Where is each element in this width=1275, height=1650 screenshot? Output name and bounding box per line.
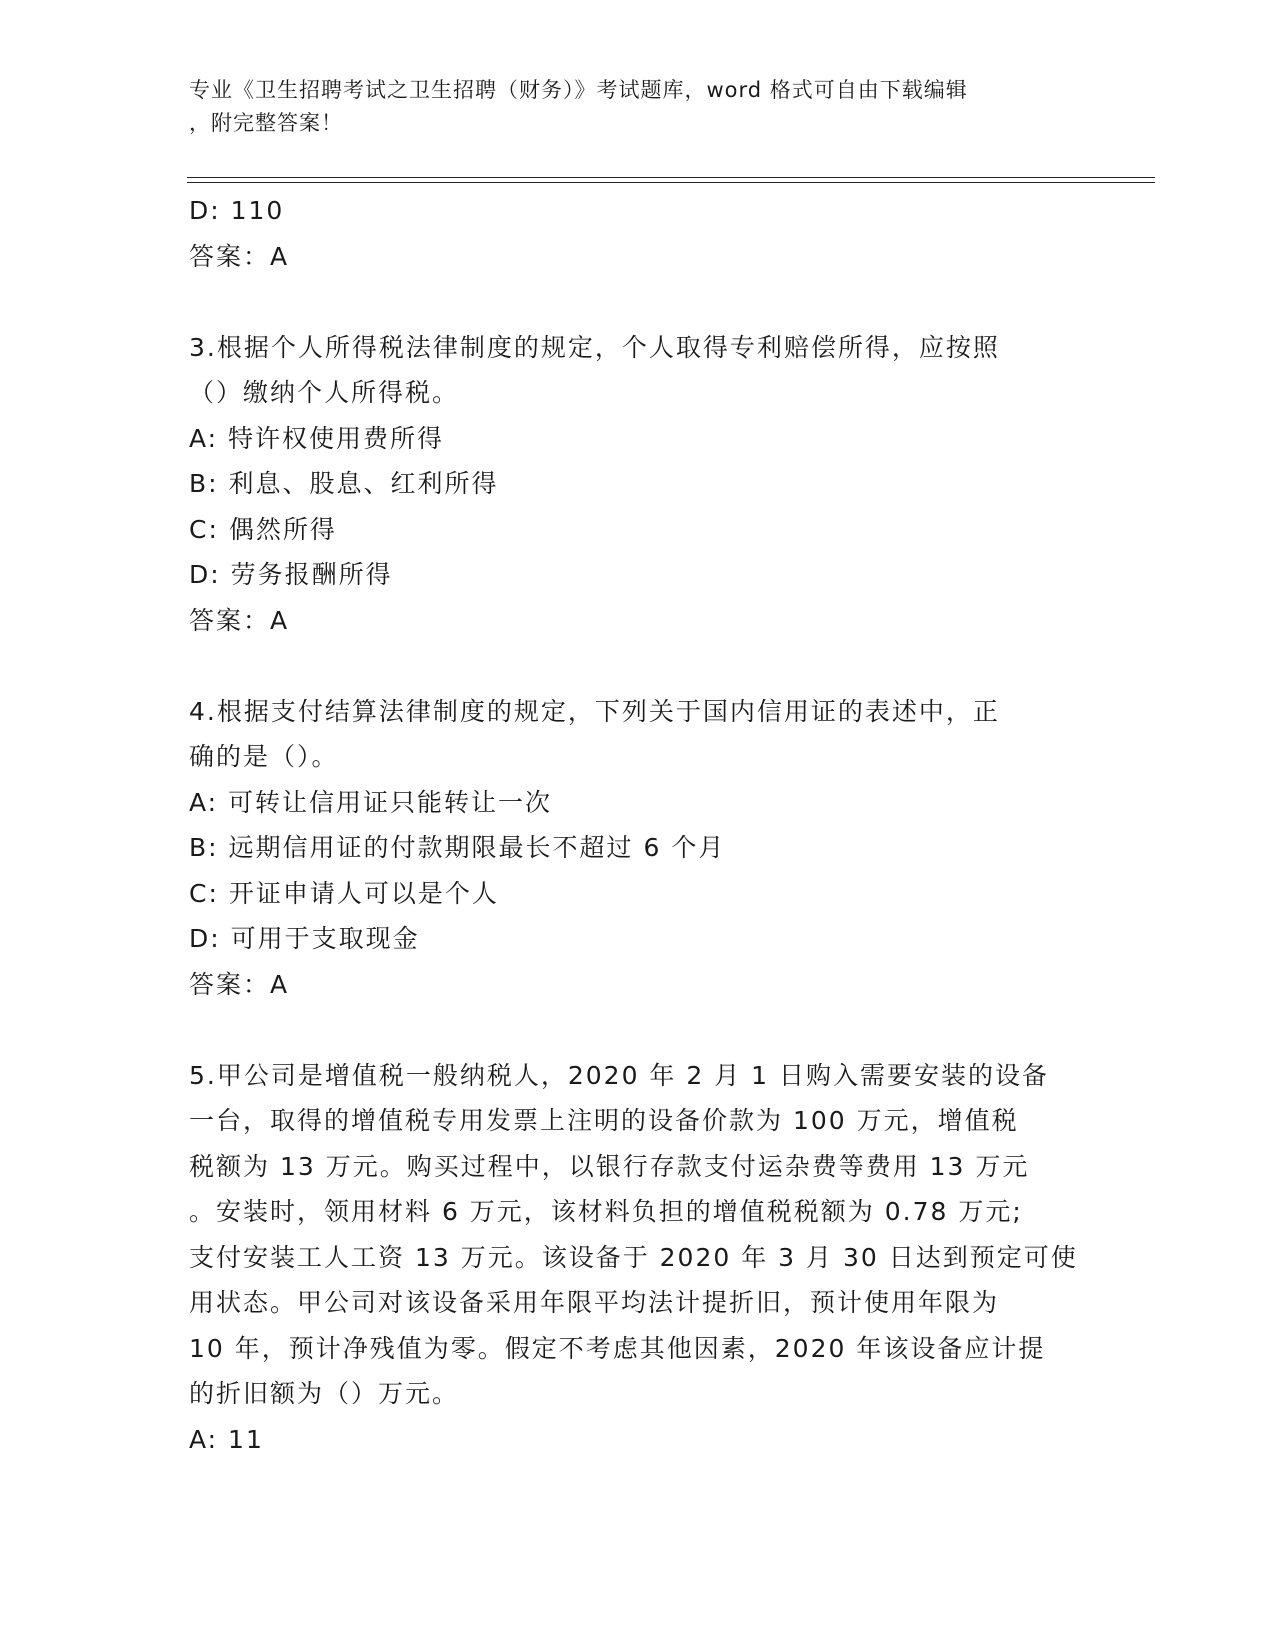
option-b: B: 远期信用证的付款期限最长不超过 6 个月 [189, 833, 726, 862]
question-5 [189, 1053, 1089, 1463]
question-stem: 10 年，预计净残值为零。假定不考虑其他因素，2020 年该设备应计提 [189, 1333, 1046, 1363]
question-stem: 用状态。甲公司对该设备采用年限平均法计提折旧，预计使用年限为 [189, 1288, 1000, 1317]
spacer [189, 279, 1089, 325]
document-header [189, 74, 1089, 140]
question-stem: 支付安装工人工资 13 万元。该设备于 2020 年 3 月 30 日达到预定可使 [189, 1242, 1078, 1272]
option-a: A: 11 [189, 1424, 264, 1454]
question-4 [189, 689, 1089, 1008]
question-stem: 5.甲公司是增值税一般纳税人，2020 年 2 月 1 日购入需要安装的设备 [189, 1060, 1050, 1090]
document-body [189, 188, 1089, 1462]
question-stem: 的折旧额为（）万元。 [189, 1379, 460, 1408]
question-stem: 3.根据个人所得税法律制度的规定，个人取得专利赔偿所得，应按照 [189, 332, 1000, 362]
option-c: C: 开证申请人可以是个人 [189, 878, 499, 908]
question-stem: 确的是（）。 [189, 742, 339, 771]
question-stem: 一台，取得的增值税专用发票上注明的设备价款为 100 万元，增值税 [189, 1106, 1019, 1135]
answer-label: 答案：A [189, 605, 290, 635]
question-3 [189, 325, 1089, 644]
header-line-1: 专业《卫生招聘考试之卫生招聘（财务）》考试题库，word 格式可自由下载编辑 [189, 78, 968, 102]
option-b: B: 利息、股息、红利所得 [189, 469, 499, 498]
question-stem: （）缴纳个人所得税。 [189, 378, 460, 407]
option-a: A: 可转让信用证只能转让一次 [189, 787, 553, 817]
option-d: D: 可用于支取现金 [189, 924, 420, 953]
header-line-2: ，附完整答案！ [189, 111, 343, 135]
header-divider-bottom [187, 182, 1155, 183]
header-divider-top [187, 177, 1155, 178]
option-d: D: 110 [189, 196, 285, 225]
spacer [189, 1007, 1089, 1053]
option-d: D: 劳务报酬所得 [189, 560, 393, 589]
question-stem: 4.根据支付结算法律制度的规定，下列关于国内信用证的表述中，正 [189, 696, 1000, 726]
question-stem: 。安装时，领用材料 6 万元，该材料负担的增值税税额为 0.78 万元; [189, 1197, 1023, 1226]
spacer [189, 643, 1089, 689]
option-c: C: 偶然所得 [189, 514, 337, 544]
answer-label: 答案：A [189, 241, 290, 271]
option-a: A: 特许权使用费所得 [189, 423, 445, 453]
question-stem: 税额为 13 万元。购买过程中，以银行存款支付运杂费等费用 13 万元 [189, 1151, 1030, 1181]
question-2-tail [189, 188, 1089, 279]
answer-label: 答案：A [189, 969, 290, 999]
